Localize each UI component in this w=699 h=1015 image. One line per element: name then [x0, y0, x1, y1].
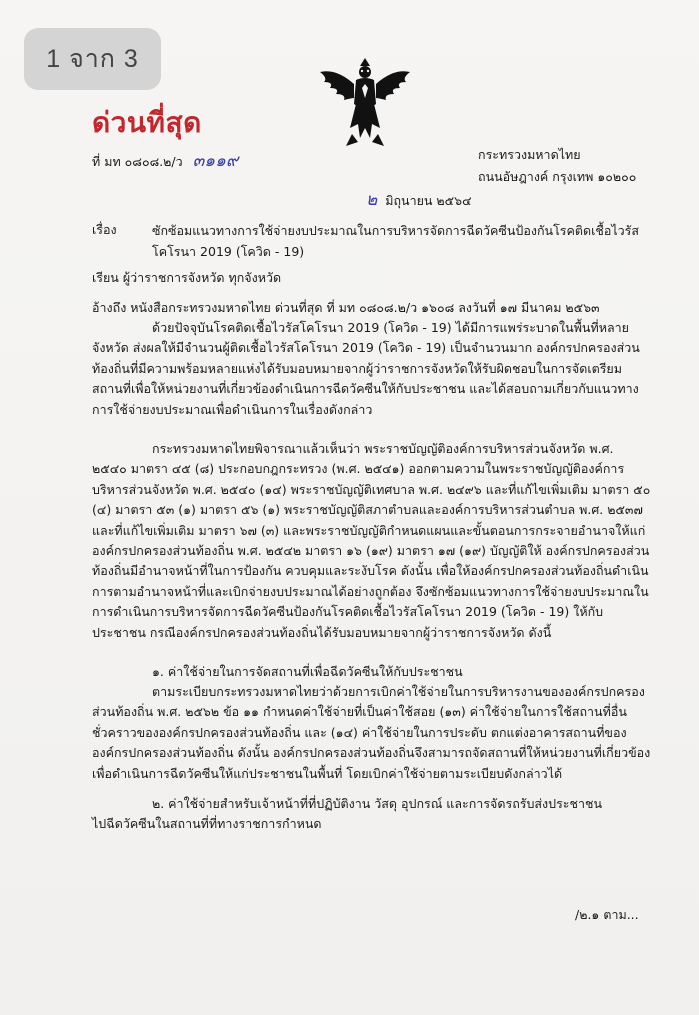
urgency-stamp: ด่วนที่สุด [92, 106, 202, 139]
ministry-address: ถนนอัษฎางค์ กรุงเทพ ๑๐๒๐๐ [478, 169, 637, 184]
paragraph-2-text: กระทรวงมหาดไทยพิจารณาแล้วเห็นว่า พระราชบัญญัติองค์การบริหารส่วนจังหวัด พ.ศ. ๒๕๔๐ มาตรา ๔๕ (๘) ประกอบกฎกระทรวง (พ.ศ. ๒๕๔๑) ออกตามความในพระราชบัญญัติองค์การบริหารส่วนจังหวัด พ.ศ. ๒๕๔๐ (๑๔) พระราชบัญญัติเทศบาล พ.ศ. ๒๔๙๖ และที่แก้ไขเพิ่มเติม มาตรา ๕๐ (๔) มาตรา ๕๓ (๑) มาตรา ๕๖ (๑) พระราชบัญญัติสภาตำบลและองค์การบริหารส่วนตำบล พ.ศ. ๒๕๓๗ และที่แก้ไขเพิ่มเติม มาตรา ๖๗ (๓) และพระราชบัญญัติกำหนดแผนและขั้นตอนการกระจายอำนาจให้แก่องค์กรปกครองส่วนท้องถิ่น พ.ศ. ๒๕๔๒ มาตรา ๑๖ (๑๙) มาตรา ๑๗ (๑๙) บัญญัติให้ องค์กรปกครองส่วนท้องถิ่นมีอำนาจหน้าที่ในการป้องกัน ควบคุมและระงับโรค ดังนั้น เพื่อให้องค์กรปกครองส่วนท้องถิ่นดำเนินการตามอำนาจหน้าที่และเบิกจ่ายงบประมาณได้อย่างถูกต้อง จึงซักซ้อมแนวทางการใช้จ่ายงบประมาณในการดำเนินการบริหารจัดการฉีดวัคซีนป้องกันโรคติดเชื้อไวรัสโคโรนา 2019 (โควิด - 19) ให้กับประชาชน กรณีองค์กรปกครองส่วนท้องถิ่นได้รับมอบหมายจากผู้ว่าราชการจังหวัด ดังนี้ [92, 441, 651, 640]
item-1-body [92, 682, 652, 784]
reference-to: อ้างถึง หนังสือกระทรวงมหาดไทย ด่วนที่สุด ที่ มท ๐๘๐๘.๒/ว ๑๖๐๘ ลงวันที่ ๑๗ มีนาคม ๒๕๖๓ [92, 300, 600, 315]
document-date [366, 186, 472, 213]
sender-address [478, 144, 636, 188]
continued-marker: /๒.๑ ตาม... [575, 907, 639, 922]
paragraph-1-text: ด้วยปัจจุบันโรคติดเชื้อไวรัสโคโรนา 2019 (โควิด - 19) ได้มีการแพร่ระบาดในพื้นที่หลายจังหวัด ส่งผลให้มีจำนวนผู้ติดเชื้อไวรัสโคโรนา 2019 (โควิด - 19) เป็นจำนวนมาก องค์กรปกครองส่วนท้องถิ่นที่มีความพร้อมหลายแห่งได้รับมอบหมายจากผู้ว่าราชการจังหวัดให้รับผิดชอบในการจัดเตรียมสถานที่เพื่อให้หน่วยงานที่เกี่ยวข้องดำเนินการฉีดวัคซีนให้กับประชาชน และได้สอบถามเกี่ยวกับแนวทางการใช้จ่ายงบประมาณเพื่อดำเนินการในเรื่องดังกล่าว [92, 320, 640, 417]
item-1-heading: ๑. ค่าใช้จ่ายในการจัดสถานที่เพื่อฉีดวัคซีนให้กับประชาชน [152, 664, 463, 679]
body-paragraph-1 [92, 318, 652, 420]
page-indicator: 1 จาก 3 [24, 28, 161, 90]
item-2-heading: ๒. ค่าใช้จ่ายสำหรับเจ้าหน้าที่ที่ปฏิบัติงาน วัสดุ อุปกรณ์ และการจัดรถรับส่งประชาชน [152, 796, 603, 811]
reference-handwritten-number: ๓๑๑๙ [192, 151, 239, 171]
garuda-emblem-icon [316, 58, 414, 148]
document-reference [92, 147, 238, 174]
date-month-year: มิถุนายน ๒๕๖๔ [385, 193, 472, 208]
body-paragraph-2 [92, 439, 652, 643]
subject-label: เรื่อง [92, 222, 117, 237]
item-1-body-text: ตามระเบียบกระทรวงมหาดไทยว่าด้วยการเบิกค่าใช้จ่ายในการบริหารงานขององค์กรปกครองส่วนท้องถิ่น พ.ศ. ๒๕๖๒ ข้อ ๑๑ กำหนดค่าใช้จ่ายที่เป็นค่าใช้สอย (๑๓) ค่าใช้จ่ายในการใช้สถานที่อื่นชั่วคราวขององค์กรปกครองส่วนท้องถิ่น และ (๑๔) ค่าใช้จ่ายในการประดับ ตกแต่งอาคารสถานที่ขององค์กรปกครองส่วนท้องถิ่น ดังนั้น องค์กรปกครองส่วนท้องถิ่นจึงสามารถจัดสถานที่ให้หน่วยงานที่เกี่ยวข้องเพื่อดำเนินการฉีดวัคซีนให้แก่ประชาชนในพื้นที่ โดยเบิกค่าใช้จ่ายตามระเบียบดังกล่าวได้ [92, 684, 651, 781]
reference-prefix: ที่ มท ๐๘๐๘.๒/ว [92, 154, 183, 169]
ministry-name: กระทรวงมหาดไทย [478, 147, 581, 162]
date-handwritten-day: ๒ [366, 190, 378, 210]
addressee: เรียน ผู้ว่าราชการจังหวัด ทุกจังหวัด [92, 270, 282, 285]
subject-text: ซักซ้อมแนวทางการใช้จ่ายงบประมาณในการบริหารจัดการฉีดวัคซีนป้องกันโรคติดเชื้อไวรัสโคโรนา 2019 (โควิด - 19) [152, 223, 640, 259]
item-2-continuation: ไปฉีดวัคซีนในสถานที่ที่ทางราชการกำหนด [92, 816, 322, 831]
